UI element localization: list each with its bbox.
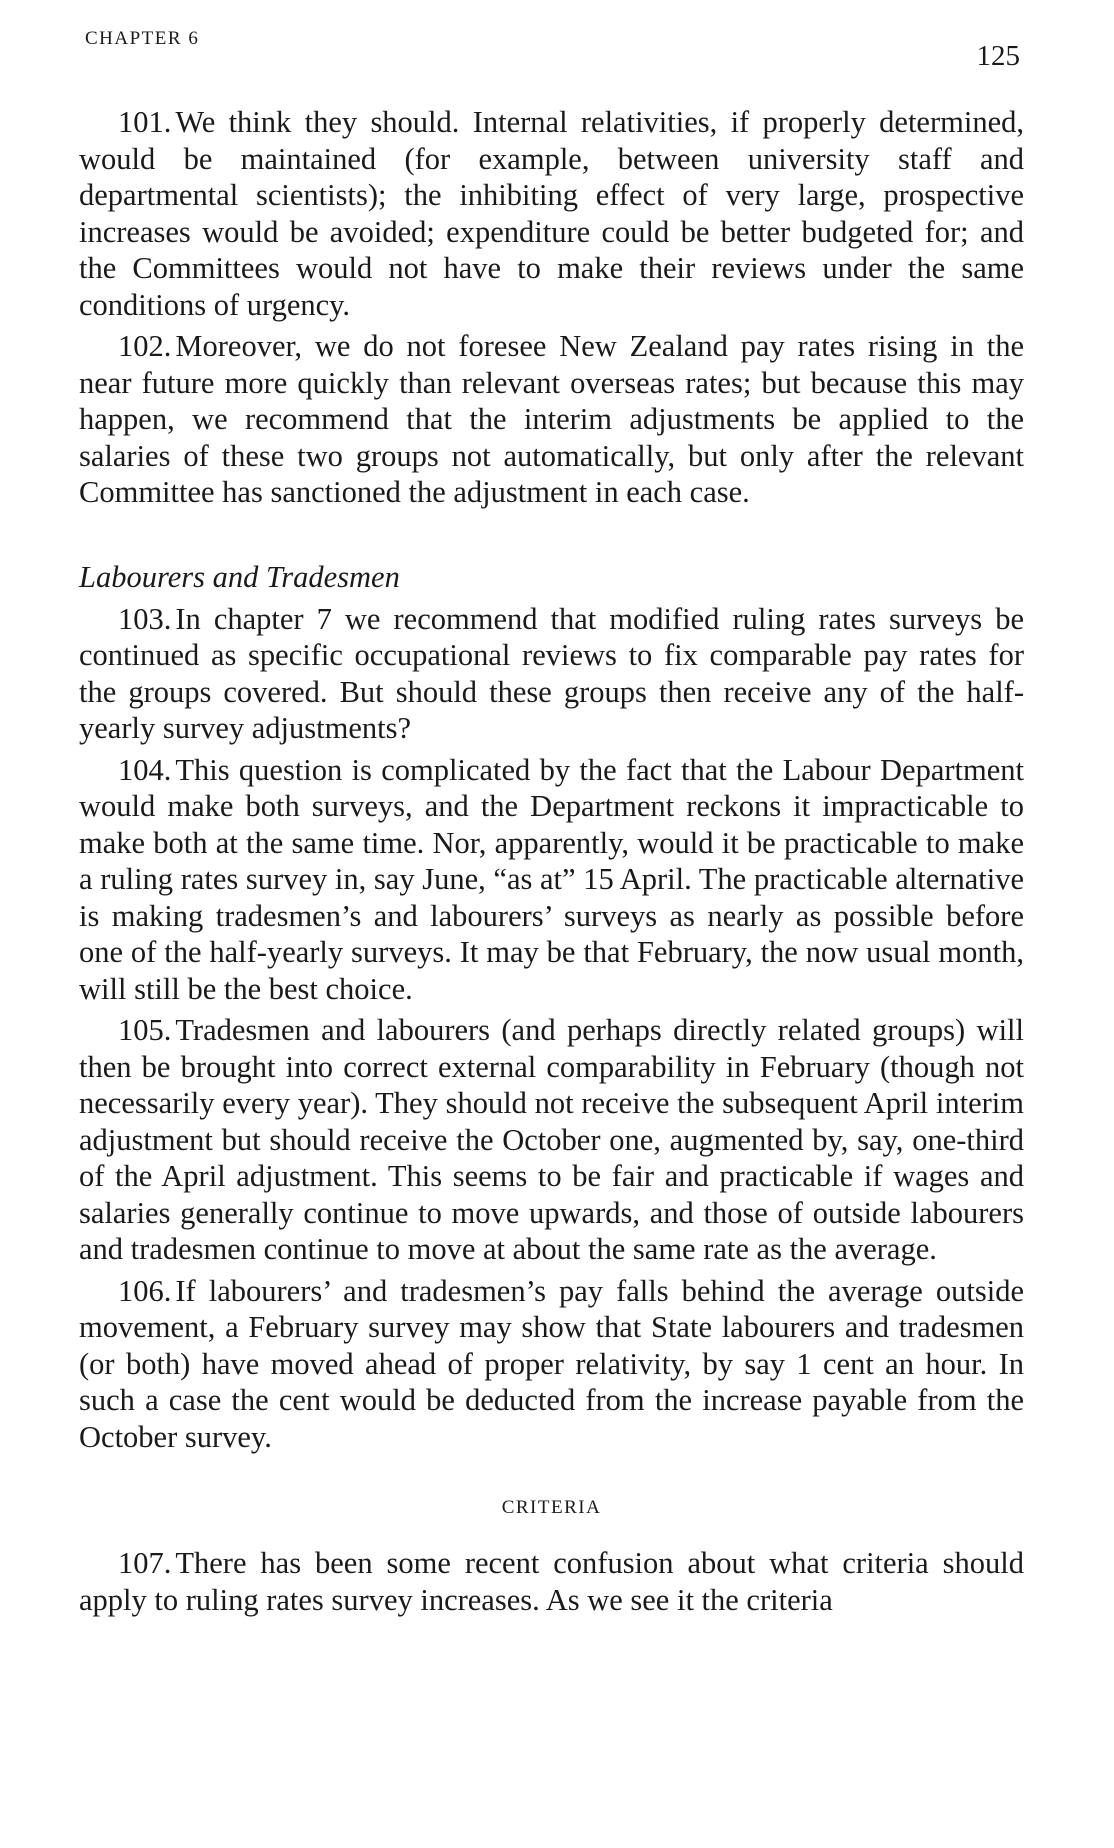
paragraph-number: 104. — [118, 752, 172, 787]
running-head — [79, 28, 1024, 72]
section-heading-labourers-tradesmen: Labourers and Tradesmen — [79, 559, 400, 594]
paragraph-104 — [79, 752, 1024, 1008]
paragraph-101 — [79, 104, 1024, 323]
paragraph-number: 102. — [118, 329, 172, 363]
document-page — [79, 0, 1024, 1848]
paragraph-text: This question is complicated by the fact that the Labour Department would make both surveys, and the Department reckons it impracticable to make both at the same time. Nor, apparently, would it be practicable to make a ruling rates survey in, say June, “as at” 15 April. The practicable alternative is making tradesmen’s and labourers’ surveys as nearly as possible before one of the half-yearly surveys. It may be that February, the now usual month, will still be the best choice. — [79, 752, 1024, 1006]
paragraph-107 — [79, 1545, 1024, 1618]
paragraph-text: There has been some recent confusion about what criteria should apply to ruling rates survey increases. As we see it the criteria — [79, 1546, 1024, 1617]
paragraph-106 — [79, 1273, 1024, 1456]
paragraph-105 — [79, 1012, 1024, 1268]
paragraph-text: In chapter 7 we recommend that modified ruling rates surveys be continued as specific occupational reviews to fix comparable pay rates for the groups covered. But should these groups then receive any of the half-yearly survey adjustments? — [79, 601, 1024, 745]
chapter-label: CHAPTER 6 — [85, 28, 200, 49]
paragraph-103 — [79, 601, 1024, 747]
paragraph-number: 101. — [118, 105, 172, 139]
paragraph-number: 105. — [118, 1013, 172, 1047]
page-number: 125 — [976, 40, 1020, 72]
paragraph-number: 107. — [118, 1546, 172, 1580]
paragraph-text: Moreover, we do not foresee New Zealand pay rates rising in the near future more quickly than relevant overseas rates; but because this may happen, we recommend that the interim adjustments be applied to the salaries of these two groups not automatically, but only after the relevant Committee has sanctioned the adjustment in each case. — [79, 329, 1024, 509]
body-text — [79, 104, 1024, 1623]
paragraph-number: 103. — [118, 601, 172, 636]
paragraph-text: Tradesmen and labourers (and perhaps directly related groups) will then be brought into correct external comparability in February (though not necessarily every year). They should not receive the subsequent April interim adjustment but should receive the October one, augmented by, say, one-third of the April adjustment. This seems to be fair and practicable if wages and salaries generally continue to move upwards, and those of outside labourers and tradesmen continue to move at about the same rate as the average. — [79, 1013, 1024, 1266]
paragraph-text: If labourers’ and tradesmen’s pay falls behind the average outside movement, a February survey may show that State labourers and tradesmen (or both) have moved ahead of proper relativity, by say 1 cent an hour. In such a case the cent would be deducted from the increase payable from the October survey. — [79, 1273, 1024, 1454]
paragraph-text: We think they should. Internal relativities, if properly determined, would be maintained (for example, between university staff and departmental scientists); the inhibiting effect of very large, prospective increases would be avoided; expenditure could be better budgeted for; and the Committees would not have to make their reviews under the same conditions of urgency. — [79, 105, 1024, 322]
section-heading-criteria: CRITERIA — [501, 1497, 602, 1518]
paragraph-102 — [79, 328, 1024, 511]
paragraph-number: 106. — [118, 1273, 172, 1308]
